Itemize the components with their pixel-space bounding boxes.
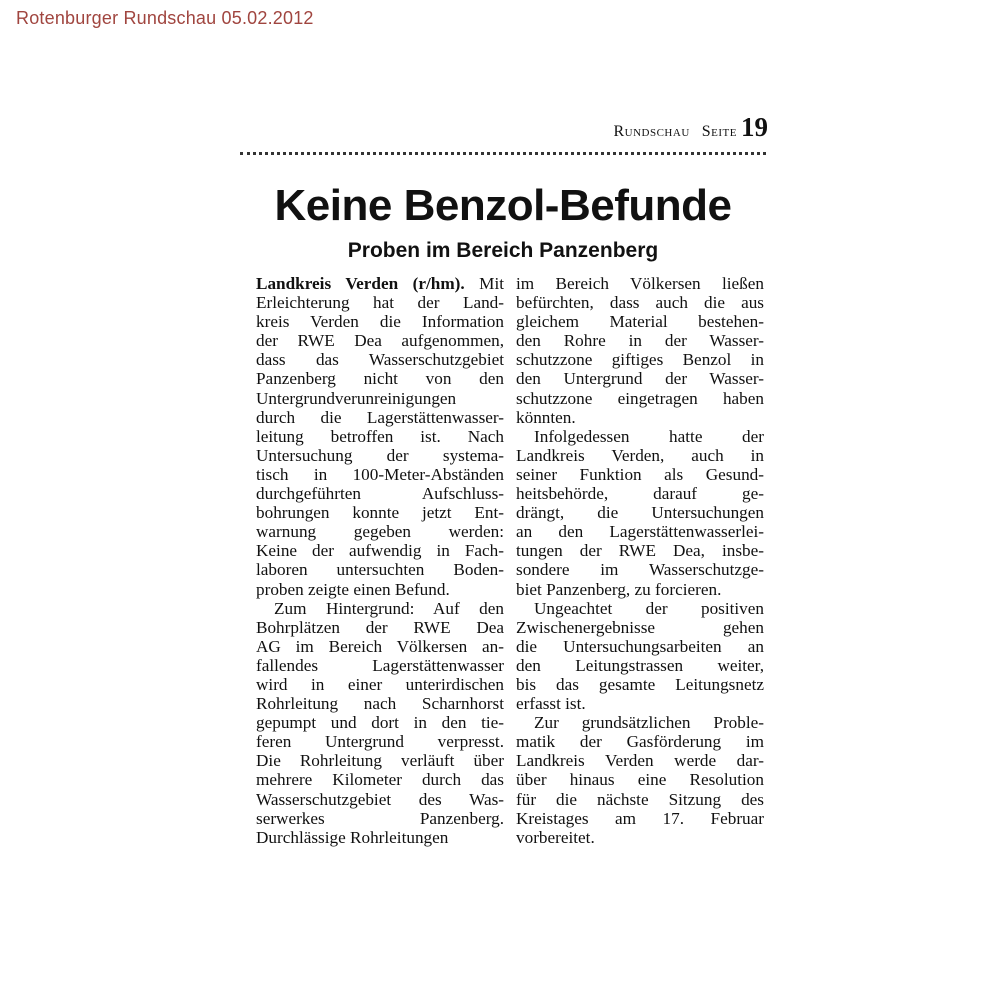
dateline: Landkreis Verden (r/hm).	[256, 274, 465, 293]
article-line: Rohrleitung nach Scharnhorst	[256, 694, 504, 714]
article-line: Infolgedessen hatte der	[534, 426, 764, 446]
article-line: Ungeachtet der positiven	[534, 598, 764, 618]
article-line: laboren untersuchten Boden-	[256, 560, 504, 580]
page-number: 19	[741, 112, 768, 142]
article-line: Die Rohrleitung verläuft über	[256, 751, 504, 771]
article-line: tungen der RWE Dea, insbe-	[516, 541, 764, 561]
article-line: bis das gesamte Leitungsnetz	[516, 674, 764, 694]
article-line: wird in einer unterirdischen	[256, 674, 504, 694]
article-line: Untergrundverunreinigungen	[256, 388, 457, 408]
article-line: seiner Funktion als Gesund-	[516, 464, 764, 484]
article-line: Kreistages am 17. Februar	[516, 808, 764, 828]
article-line: gepumpt und dort in den tie-	[256, 713, 504, 733]
article-line: AG im Bereich Völkersen an-	[256, 636, 504, 656]
article-line: Keine der aufwendig in Fach-	[256, 541, 504, 561]
article-line: befürchten, dass auch die aus	[516, 293, 764, 313]
article-line: Untersuchung der systema-	[256, 445, 504, 465]
article-line: tisch in 100-Meter-Abständen	[256, 464, 504, 484]
article-line: den Leitungstrassen weiter,	[516, 655, 764, 675]
article-line: feren Untergrund verpresst.	[256, 732, 504, 752]
article-line: mehrere Kilometer durch das	[256, 770, 504, 790]
article-line: Zum Hintergrund: Auf den	[274, 598, 504, 618]
article-line: Zwischenergebnisse gehen	[516, 617, 764, 637]
article-line: warnung gegeben werden:	[256, 522, 504, 542]
article-line: Landkreis Verden, auch in	[516, 445, 764, 465]
article-line: Landkreis Verden werde dar-	[516, 751, 764, 771]
article-line: dass das Wasserschutzgebiet	[256, 350, 504, 370]
article-line: Wasserschutzgebiet des Was-	[256, 789, 504, 809]
article-line: schutzzone eingetragen haben	[516, 388, 764, 408]
article-line: schutzzone giftiges Benzol in	[516, 350, 764, 370]
article-line: Bohrplätzen der RWE Dea	[256, 617, 504, 637]
article-column-left	[256, 274, 504, 847]
article-line: im Bereich Völkersen ließen	[516, 274, 764, 293]
article-headline: Keine Benzol-Befunde	[274, 181, 732, 230]
article-line: biet Panzenberg, zu forcieren.	[516, 579, 722, 599]
article-line: Landkreis Verden (r/hm). Mit	[256, 274, 504, 293]
article-line: Erleichterung hat der Land-	[256, 293, 504, 313]
article-line: Durchlässige Rohrleitungen	[256, 827, 449, 847]
article-line: leitung betroffen ist. Nach	[256, 426, 504, 446]
article-line: den Rohre in der Wasser-	[516, 331, 764, 351]
article-line: fallendes Lagerstättenwasser	[256, 655, 504, 675]
article-line: an den Lagerstättenwasserlei-	[516, 522, 764, 542]
page-label: Seite	[701, 123, 737, 140]
article-subheadline: Proben im Bereich Panzenberg	[347, 239, 659, 262]
page-header	[500, 112, 768, 148]
article-line: über hinaus eine Resolution	[516, 770, 764, 790]
dotted-rule	[240, 152, 766, 155]
article-line: durch die Lagerstättenwasser-	[256, 407, 504, 427]
article-line: die Untersuchungsarbeiten an	[516, 636, 764, 656]
article-line: den Untergrund der Wasser-	[516, 369, 764, 389]
article-line: drängt, die Untersuchungen	[516, 503, 764, 523]
article-line: Zur grundsätzlichen Proble-	[534, 713, 764, 733]
article-line: vorbereitet.	[516, 827, 595, 847]
article-line: erfasst ist.	[516, 694, 586, 714]
article-line: serwerkes Panzenberg.	[256, 808, 504, 828]
article-line: proben zeigte einen Befund.	[256, 579, 450, 599]
source-caption: Rotenburger Rundschau 05.02.2012	[16, 8, 314, 28]
article-line: heitsbehörde, darauf ge-	[516, 484, 764, 504]
article-line: für die nächste Sitzung des	[516, 789, 764, 809]
article-line: sondere im Wasserschutzge-	[516, 560, 764, 580]
article-line: durchgeführten Aufschluss-	[256, 484, 504, 504]
section-name: Rundschau	[613, 123, 690, 140]
article-column-right	[516, 274, 764, 847]
article-line: der RWE Dea aufgenommen,	[256, 331, 504, 351]
article-line: gleichem Material bestehen-	[516, 312, 764, 332]
article-line: Panzenberg nicht von den	[256, 369, 504, 389]
article-line: bohrungen konnte jetzt Ent-	[256, 503, 504, 523]
article-line: matik der Gasförderung im	[516, 732, 764, 752]
article-line: kreis Verden die Information	[256, 312, 504, 332]
article-line: könnten.	[516, 407, 576, 427]
